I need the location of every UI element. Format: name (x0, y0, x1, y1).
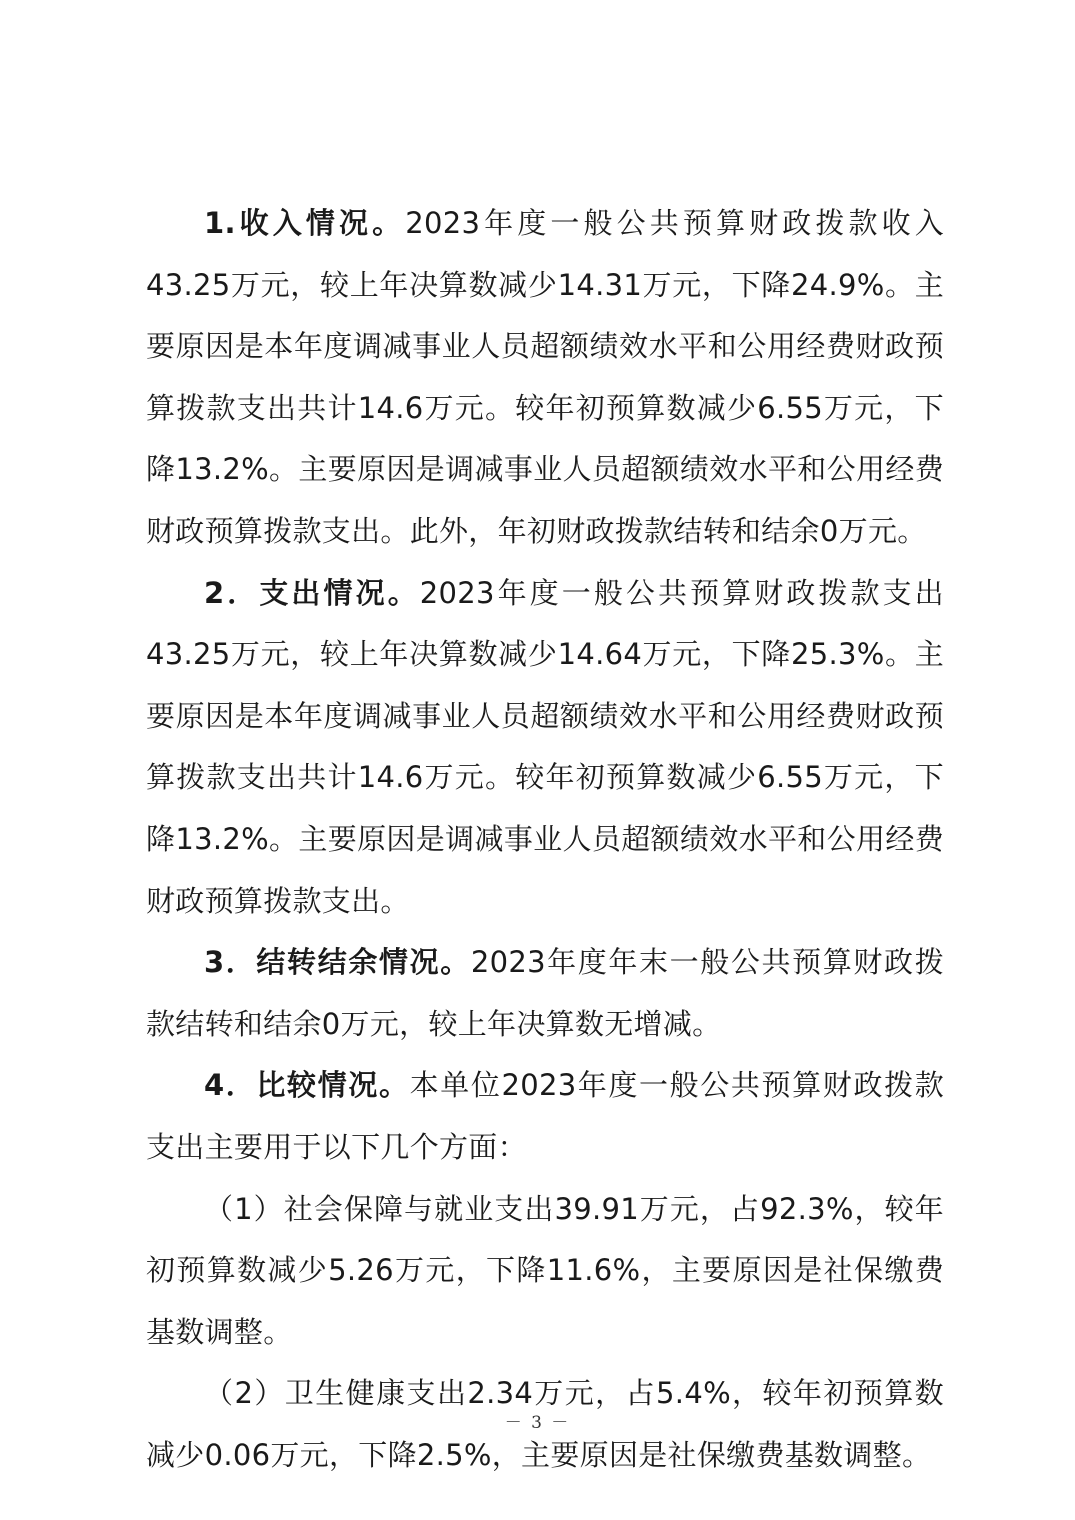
paragraph-text: 2023年度一般公共预算财政拨款收入43.25万元，较上年决算数减少14.31万元，下降24.9%。主要原因是本年度调减事业人员超额绩效水平和公用经费财政预算拨款支出共计14.6万元。较年初预算数减少6.55万元，下降13.2%。主要原因是调减事业人员超额绩效水平和公用经费财政预算拨款支出。此外，年初财政拨款结转和结余0万元。 (146, 206, 944, 548)
paragraph-text: 2023年度一般公共预算财政拨款支出43.25万元，较上年决算数减少14.64万元，下降25.3%。主要原因是本年度调减事业人员超额绩效水平和公用经费财政预算拨款支出共计14.6万元。较年初预算数减少6.55万元，下降13.2%。主要原因是调减事业人员超额绩效水平和公用经费财政预算拨款支出。 (146, 575, 944, 918)
paragraph-heading: 4．比较情况。 (204, 1068, 410, 1103)
page-number: － 3 － (504, 1413, 571, 1433)
paragraph-income (146, 193, 944, 563)
paragraph-text: （2）卫生健康支出2.34万元，占5.4%，较年初预算数减少0.06万元，下降2.5%，主要原因是社保缴费基数调整。 (146, 1376, 944, 1472)
paragraph-expenditure (146, 563, 944, 933)
paragraph-comparison (146, 1055, 944, 1178)
paragraph-social-security (146, 1179, 944, 1364)
paragraph-text: 本单位2023年度一般公共预算财政拨款支出主要用于以下几个方面： (146, 1068, 944, 1164)
paragraph-carryover (146, 932, 944, 1055)
paragraph-text: （1）社会保障与就业支出39.91万元，占92.3%，较年初预算数减少5.26万元，下降11.6%，主要原因是社保缴费基数调整。 (146, 1191, 944, 1349)
paragraph-heading: 2．支出情况。 (204, 575, 420, 610)
paragraph-text: 2023年度年末一般公共预算财政拨款结转和结余0万元，较上年决算数无增减。 (146, 945, 944, 1041)
paragraph-heading: 3．结转结余情况。 (204, 945, 471, 980)
document-body (146, 193, 944, 1486)
paragraph-heading: 1.收入情况。 (204, 206, 406, 240)
